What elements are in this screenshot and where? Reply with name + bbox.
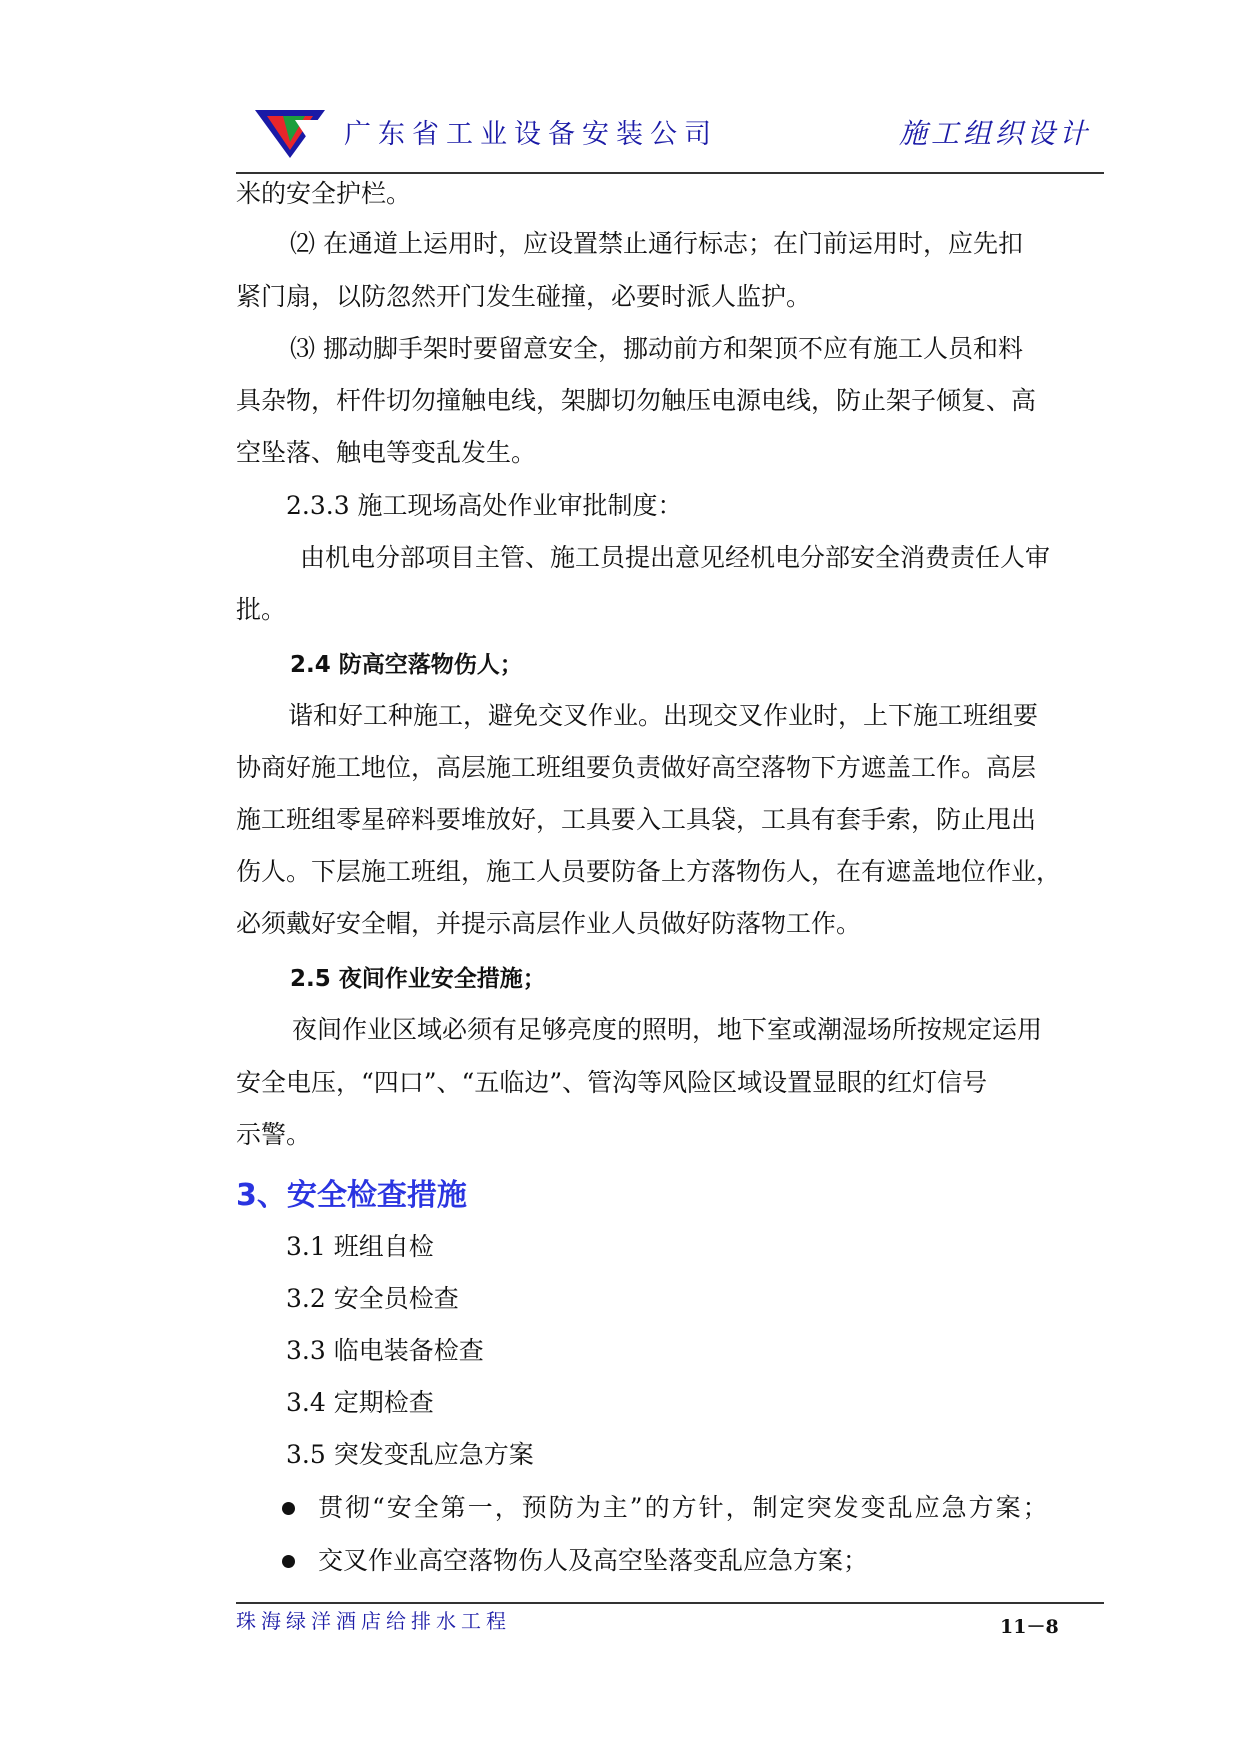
body-line: 谐和好工种施工，避免交叉作业。出现交叉作业时，上下施工班组要 — [288, 701, 1039, 730]
bullet-icon — [282, 1555, 295, 1568]
body-line: 协商好施工地位，高层施工班组要负责做好高空落物下方遮盖工作。高层 — [236, 753, 1037, 782]
list-item: 3.4 定期检查 — [286, 1388, 434, 1417]
footer-rule — [236, 1602, 1104, 1604]
body-line: 伤人。下层施工班组，施工人员要防备上方落物伤人，在有遮盖地位作业， — [236, 857, 1062, 886]
bullet-icon — [282, 1502, 295, 1515]
body-line: 夜间作业区域必须有足够亮度的照明，地下室或潮湿场所按规定运用 — [292, 1015, 1043, 1044]
body-line: 必须戴好安全帽，并提示高层作业人员做好防落物工作。 — [236, 909, 862, 938]
list-item: 3.2 安全员检查 — [286, 1284, 459, 1313]
body-line: ⑶ 挪动脚手架时要留意安全，挪动前方和架顶不应有施工人员和料 — [290, 334, 1023, 363]
body-line: 具杂物，杆件切勿撞触电线，架脚切勿触压电源电线，防止架子倾复、高 — [236, 386, 1037, 415]
subheading-2-4: 2.4 防高空落物伤人； — [290, 652, 523, 678]
body-line: 米的安全护栏。 — [236, 179, 412, 208]
page-number: 11－8 — [1000, 1616, 1059, 1638]
body-line: ⑵ 在通道上运用时，应设置禁止通行标志；在门前运用时，应先扣 — [290, 229, 1023, 258]
list-item: 3.1 班组自检 — [286, 1232, 434, 1261]
bullet-item: 贯彻“安全第一，预防为主”的方针，制定突发变乱应急方案； — [318, 1493, 1050, 1522]
header-rule — [236, 172, 1104, 174]
list-item: 3.5 突发变乱应急方案 — [286, 1440, 534, 1469]
bullet-item: 交叉作业高空落物伤人及高空坠落变乱应急方案； — [318, 1546, 869, 1575]
body-line: 紧门扇，以防忽然开门发生碰撞，必要时派人监护。 — [236, 282, 812, 311]
company-logo-icon — [255, 108, 325, 160]
body-line: 施工班组零星碎料要堆放好，工具要入工具袋，工具有套手索，防止甩出 — [236, 805, 1037, 834]
subheading-2-5: 2.5 夜间作业安全措施； — [290, 966, 546, 992]
body-line: 由机电分部项目主管、施工员提出意见经机电分部安全消费责任人审 — [300, 543, 1051, 572]
body-line: 2.3.3 施工现场高处作业审批制度： — [286, 491, 683, 520]
company-name: 广东省工业设备安装公司 — [344, 119, 718, 150]
project-name: 珠海绿洋酒店给排水工程 — [236, 1609, 511, 1633]
body-line: 空坠落、触电等变乱发生。 — [236, 438, 537, 467]
body-line: 示警。 — [236, 1120, 312, 1149]
body-line: 安全电压，“四口”、“五临边”、管沟等风险区域设置显眼的红灯信号 — [236, 1068, 988, 1097]
body-line: 批。 — [236, 595, 287, 624]
document-type: 施工组织设计 — [898, 117, 1091, 150]
list-item: 3.3 临电装备检查 — [286, 1336, 484, 1365]
section-heading-3: 3、安全检查措施 — [236, 1178, 467, 1213]
